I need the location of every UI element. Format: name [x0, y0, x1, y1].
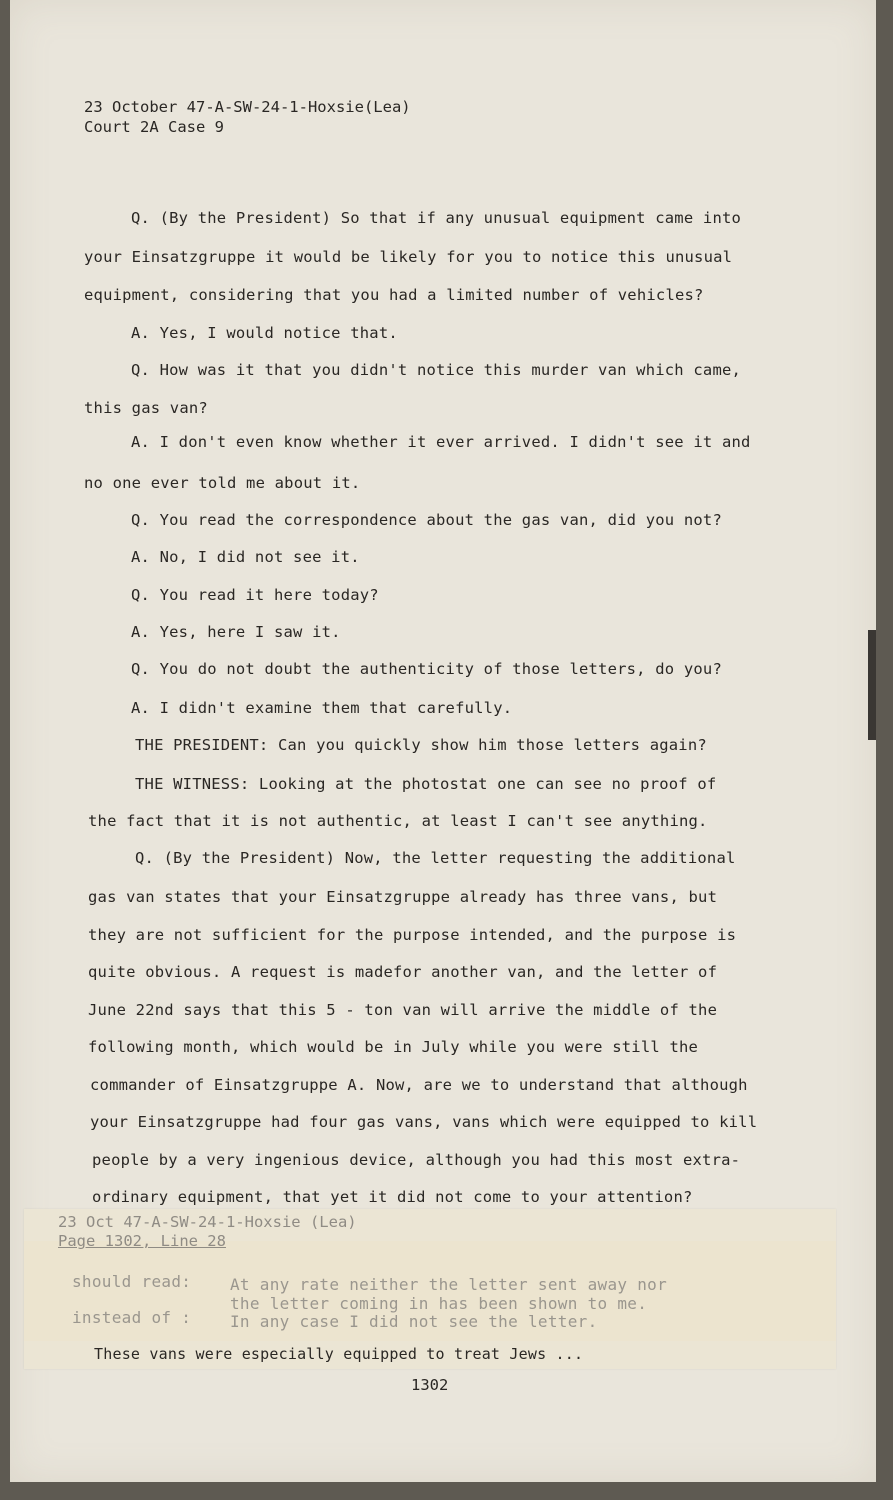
body-line: Q. You do not doubt the authenticity of those letters, do you? [131, 660, 722, 678]
should-read-text: At any rate neither the letter sent away nor [230, 1275, 668, 1294]
page-number: 1302 [411, 1376, 449, 1394]
body-line: Q. You read it here today? [131, 586, 379, 604]
header-reference: 23 October 47-A-SW-24-1-Hoxsie(Lea) [84, 98, 411, 116]
body-line: Q. (By the President) Now, the letter requesting the additional [135, 849, 736, 867]
should-read-text: the letter coming in has been shown to me. [230, 1294, 648, 1313]
body-line: THE PRESIDENT: Can you quickly show him those letters again? [135, 736, 707, 754]
document-page [10, 0, 876, 1482]
body-line: A. Yes, here I saw it. [131, 623, 341, 641]
body-line: they are not sufficient for the purpose intended, and the purpose is [88, 926, 737, 944]
body-line: THE WITNESS: Looking at the photostat one can see no proof of [135, 775, 717, 793]
body-line: A. I didn't examine them that carefully. [131, 699, 513, 717]
correction-slip [24, 1209, 836, 1369]
body-line: gas van states that your Einsatzgruppe already has three vans, but [88, 888, 718, 906]
trailing-line: These vans were especially equipped to treat Jews ... [94, 1345, 584, 1363]
body-line: the fact that it is not authentic, at least I can't see anything. [88, 812, 708, 830]
body-line: Q. (By the President) So that if any unusual equipment came into [131, 209, 742, 227]
body-line: this gas van? [84, 399, 208, 417]
body-line: ordinary equipment, that yet it did not come to your attention? [92, 1188, 693, 1206]
slip-page-line: Page 1302, Line 28 [58, 1232, 226, 1250]
body-line: equipment, considering that you had a limited number of vehicles? [84, 286, 704, 304]
header-court-case: Court 2A Case 9 [84, 118, 224, 136]
body-line: your Einsatzgruppe it would be likely for you to notice this unusual [84, 248, 733, 266]
body-line: commander of Einsatzgruppe A. Now, are we to understand that although [90, 1076, 748, 1094]
body-line: your Einsatzgruppe had four gas vans, vans which were equipped to kill [90, 1113, 758, 1131]
body-line: no one ever told me about it. [84, 474, 361, 492]
should-read-label: should read: [72, 1272, 192, 1291]
body-line: June 22nd says that this 5 - ton van will arrive the middle of the [88, 1001, 718, 1019]
body-line: following month, which would be in July while you were still the [88, 1038, 699, 1056]
body-line: A. I don't even know whether it ever arrived. I didn't see it and [131, 433, 751, 451]
body-line: Q. How was it that you didn't notice this murder van which came, [131, 361, 742, 379]
slip-reference: 23 Oct 47-A-SW-24-1-Hoxsie (Lea) [58, 1213, 357, 1231]
instead-of-label: instead of : [72, 1308, 192, 1327]
body-line: A. Yes, I would notice that. [131, 324, 398, 342]
body-line: people by a very ingenious device, although you had this most extra- [92, 1151, 741, 1169]
body-line: quite obvious. A request is madefor another van, and the letter of [88, 963, 718, 981]
instead-of-text: In any case I did not see the letter. [230, 1312, 598, 1331]
body-line: A. No, I did not see it. [131, 548, 360, 566]
page-edge-tab [868, 630, 876, 740]
body-line: Q. You read the correspondence about the gas van, did you not? [131, 511, 722, 529]
